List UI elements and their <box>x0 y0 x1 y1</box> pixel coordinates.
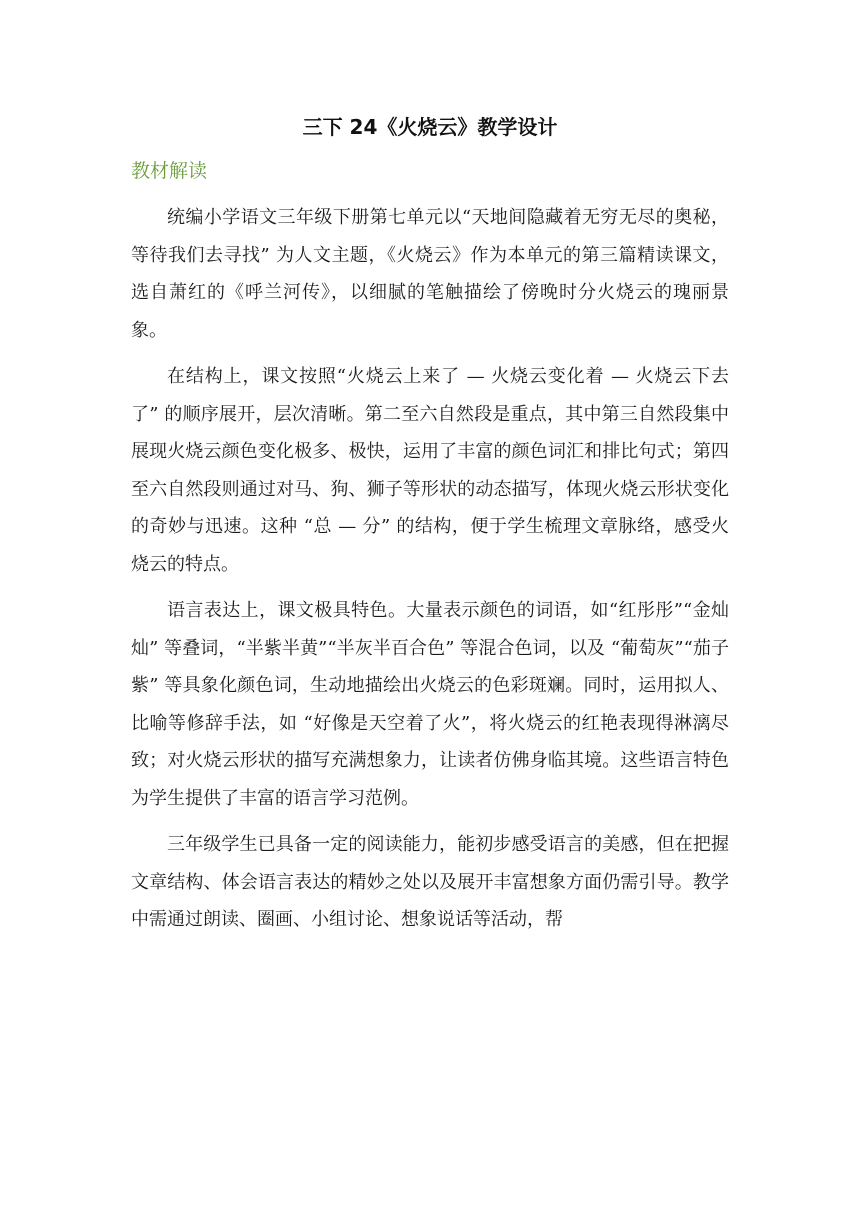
section-heading: 教材解读 <box>131 160 208 182</box>
document-title: 三下 24《火烧云》教学设计 <box>302 115 558 139</box>
paragraph-3: 语言表达上，课文极具特色。大量表示颜色的词语，如“红彤彤”“金灿灿” 等叠词，“半紫半黄”“半灰半百合色” 等混合色词，以及 “葡萄灰”“茄子紫” 等具象化颜色词，生动地描绘出火烧云的色彩斑斓。同时，运用拟人、比喻等修辞手法，如 “好像是天空着了火”，将火烧云的红艳表现得淋漓尽致；对火烧云形状的描写充满想象力，让读者仿佛身临其境。这些语言特色为学生提供了丰富的语言学习范例。 <box>131 600 729 809</box>
document-body <box>131 199 729 939</box>
paragraph-1: 统编小学语文三年级下册第七单元以“天地间隐藏着无穷无尽的奥秘，等待我们去寻找” 为人文主题，《火烧云》作为本单元的第三篇精读课文，选自萧红的《呼兰河传》，以细腻的笔触描绘了傍晚时分火烧云的瑰丽景象。 <box>131 207 729 341</box>
paragraph-2: 在结构上，课文按照“火烧云上来了 — 火烧云变化着 — 火烧云下去了” 的顺序展开，层次清晰。第二至六自然段是重点，其中第三自然段集中展现火烧云颜色变化极多、极快，运用了丰富的颜色词汇和排比句式；第四至六自然段则通过对马、狗、狮子等形状的动态描写，体现火烧云形状变化的奇妙与迅速。这种 “总 — 分” 的结构，便于学生梳理文章脉络，感受火烧云的特点。 <box>131 366 729 575</box>
paragraph-4: 三年级学生已具备一定的阅读能力，能初步感受语言的美感，但在把握文章结构、体会语言表达的精妙之处以及展开丰富想象方面仍需引导。教学中需通过朗读、圈画、小组讨论、想象说话等活动，帮 <box>131 834 729 930</box>
